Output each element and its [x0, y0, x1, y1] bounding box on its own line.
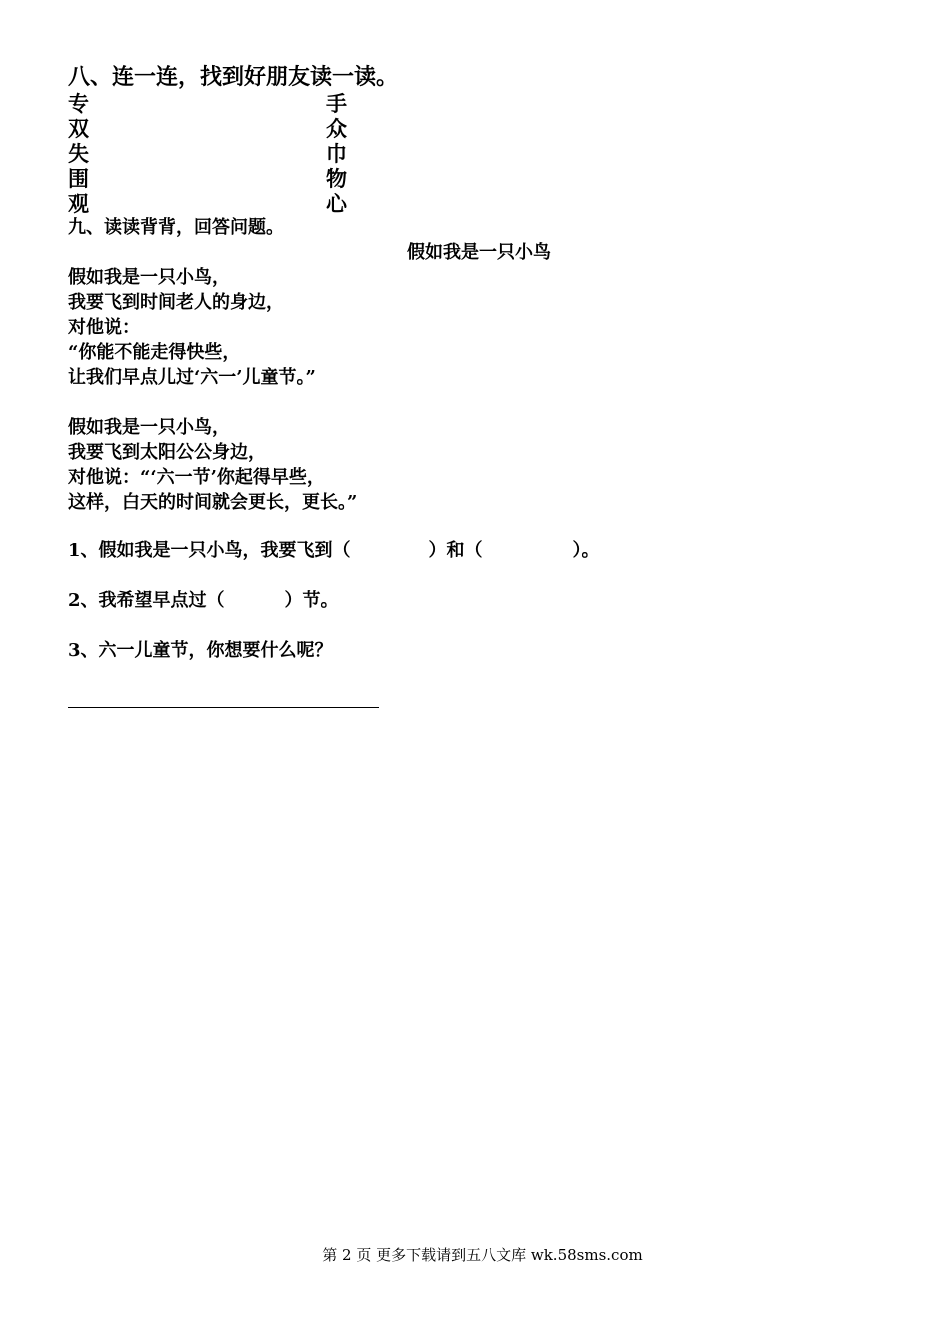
match-left-char[interactable]: 观 [68, 191, 89, 216]
match-row [68, 141, 368, 166]
match-row [68, 191, 368, 216]
question-1-text: ）。 [572, 540, 600, 561]
page-footer: 第 2 页 更多下载请到五八文库 wk.58sms.com [322, 1246, 643, 1264]
matching-exercise [68, 91, 368, 216]
question-2 [68, 588, 339, 613]
match-row [68, 91, 368, 116]
match-right-char[interactable]: 心 [326, 191, 347, 216]
section-9-title: 九、读读背背，回答问题。 [68, 217, 284, 238]
match-left-char[interactable]: 失 [68, 141, 89, 166]
poem-line: 对他说：“‘六一节’你起得早些， [68, 467, 325, 488]
match-right-char[interactable]: 众 [326, 116, 347, 141]
match-left-char[interactable]: 双 [68, 116, 89, 141]
question-1-text: 1、假如我是一只小鸟，我要飞到（ [68, 540, 351, 561]
match-right-char[interactable]: 手 [326, 91, 347, 116]
poem-stanza-2 [68, 415, 357, 515]
poem-line: 我要飞到时间老人的身边， [68, 292, 284, 313]
match-right-char[interactable]: 物 [326, 166, 347, 191]
section-8-title: 八、连一连，找到好朋友读一读。 [68, 64, 399, 90]
match-row [68, 166, 368, 191]
poem-stanza-1 [68, 265, 316, 390]
match-left-char[interactable]: 专 [68, 91, 89, 116]
match-right-char[interactable]: 巾 [326, 141, 347, 166]
poem-line: 假如我是一只小鸟， [68, 417, 230, 438]
poem-line: 假如我是一只小鸟， [68, 267, 230, 288]
answer-line[interactable] [68, 707, 379, 708]
poem-line: 对他说： [68, 317, 140, 338]
question-3: 3、六一儿童节，你想要什么呢？ [68, 640, 333, 661]
match-left-char[interactable]: 围 [68, 166, 89, 191]
poem-line: 让我们早点儿过‘六一’儿童节。” [68, 367, 316, 388]
poem-line: 这样，白天的时间就会更长，更长。” [68, 492, 358, 513]
question-2-text: ）节。 [284, 590, 339, 611]
question-1 [68, 538, 600, 563]
match-row [68, 116, 368, 141]
question-1-text: ）和（ [428, 540, 483, 561]
poem-line: 我要飞到太阳公公身边， [68, 442, 266, 463]
question-2-text: 2、我希望早点过（ [68, 590, 225, 611]
poem-title: 假如我是一只小鸟 [407, 242, 551, 263]
poem-line: “你能不能走得快些， [68, 342, 241, 363]
